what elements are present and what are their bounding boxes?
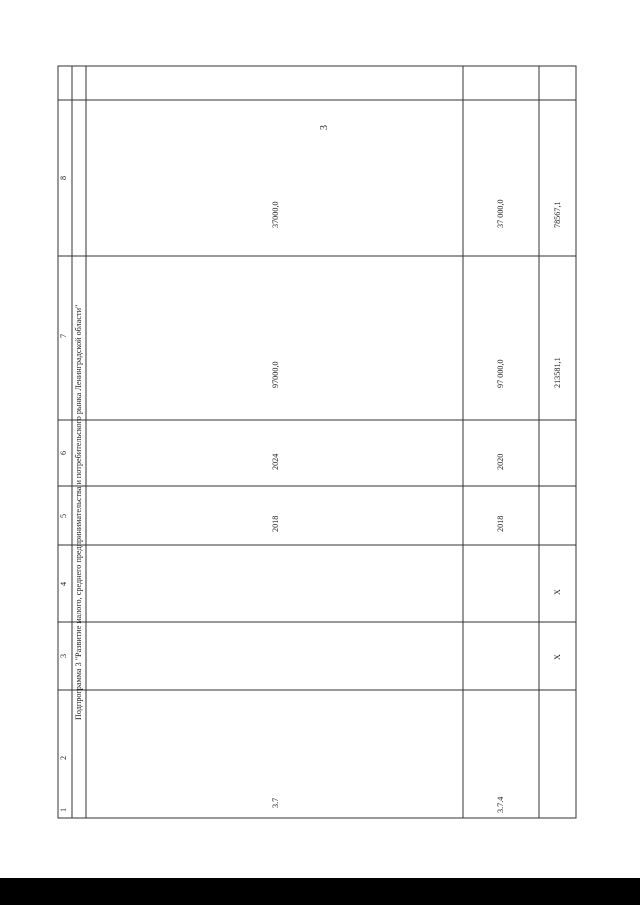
row-number: 3.7 <box>271 797 280 808</box>
column-header-4: 4 <box>59 581 68 586</box>
column-header-1: 1 <box>59 807 68 812</box>
fact-value: 37000,0 <box>271 201 280 228</box>
end-year: 2024 <box>271 453 280 470</box>
scan-footer-bar <box>0 878 640 905</box>
plan-value: 97 000,0 <box>496 359 505 388</box>
executor-cell: Х <box>553 654 562 660</box>
plan-value: 97000,0 <box>271 361 280 388</box>
column-header-6: 6 <box>59 450 68 455</box>
column-header-3: 3 <box>59 653 68 658</box>
fact-value: 37 000,0 <box>496 199 505 228</box>
column-header-8: 8 <box>59 175 68 180</box>
row-number: 3.7.4 <box>496 796 505 813</box>
fact-value: 78567,1 <box>553 201 562 228</box>
plan-value: 213581,1 <box>553 357 562 388</box>
subprogram-title: Подпрограмма 3 "Развитие малого, среднего предпринимательства и потребительского рынка Ленинградской области" <box>74 304 83 720</box>
indicator-cell: Х <box>553 589 562 595</box>
start-year: 2018 <box>271 515 280 532</box>
end-year: 2020 <box>496 453 505 470</box>
column-header-2: 2 <box>59 755 68 760</box>
column-header-5: 5 <box>59 513 68 518</box>
page-number: 3 <box>319 125 330 130</box>
column-header-7: 7 <box>59 333 68 338</box>
start-year: 2018 <box>496 515 505 532</box>
